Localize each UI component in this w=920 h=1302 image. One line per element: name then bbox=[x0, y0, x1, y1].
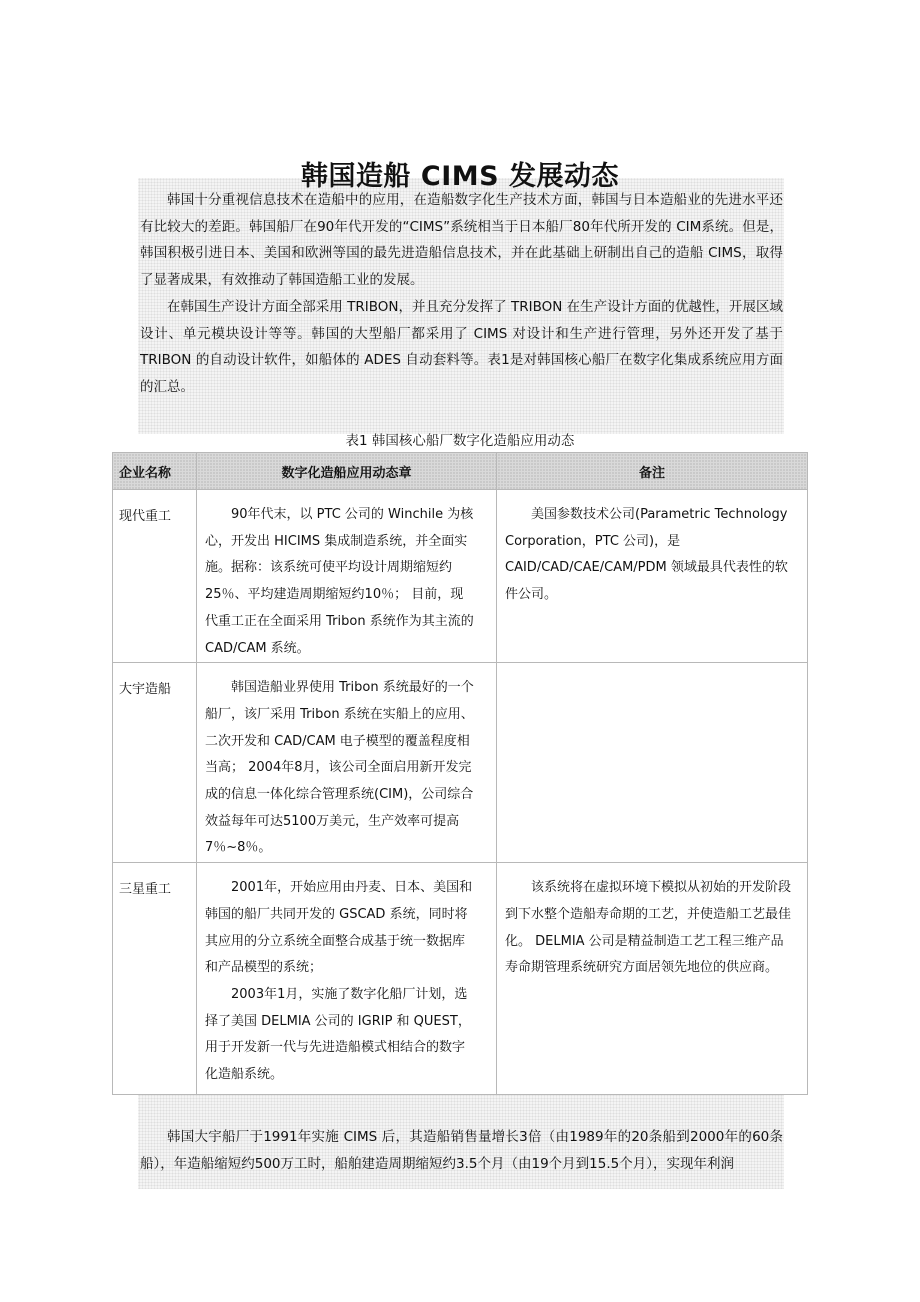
note-cell bbox=[497, 863, 808, 1095]
dynamics-text: 韩国造船业界使用 Tribon 系统最好的一个船厂，该厂采用 Tribon 系统在实船上的应用、二次开发和 CAD/CAM 电子模型的覆盖程度相当高； 2004年8月，该公司全面启用新开发完成的信息一体化综合管理系统(CIM)，公司综合效益每年可达5100万美元，生产效率可提高7％~8％。 bbox=[205, 680, 474, 856]
table-row bbox=[113, 863, 808, 1095]
note-text: 美国参数技术公司(Parametric Technology Corporation，PTC 公司)，是 CAID/CAD/CAE/CAM/PDM 领域最具代表性的软件公司。 bbox=[505, 507, 788, 603]
column-header-dynamics: 数字化造船应用动态章 bbox=[197, 453, 497, 490]
page-title: 韩国造船 CIMS 发展动态 bbox=[301, 161, 619, 193]
closing-paragraph: 韩国大宇船厂于1991年实施 CIMS 后，其造船销售量增长3倍（由1989年的20条船到2000年的60条船），年造船缩短约500万工时，船舶建造周期缩短约3.5个月（由19个月到15.5个月），实现年利润 bbox=[140, 1129, 783, 1172]
dynamics-text: 2001年，开始应用由丹麦、日本、美国和韩国的船厂共同开发的 GSCAD 系统，同时将其应用的分立系统全面整合成基于统一数据库和产品模型的系统； bbox=[205, 880, 473, 976]
note-text: 该系统将在虚拟环境下模拟从初始的开发阶段到下水整个造船寿命期的工艺，并使造船工艺最佳化。 DELMIA 公司是精益制造工艺工程三维产品寿命期管理系统研究方面居领先地位的供应商。 bbox=[505, 880, 792, 976]
intro-paragraph: 在韩国生产设计方面全部采用 TRIBON，并且充分发挥了 TRIBON 在生产设计方面的优越性，开展区域设计、单元模块设计等等。韩国的大型船厂都采用了 CIMS 对设计和生产进行管理，另外还开发了基于 TRIBON 的自动设计软件，如船体的 ADES 自动套料等。表1是对韩国核心船厂在数字化集成系统应用方面的汇总。 bbox=[140, 299, 783, 395]
company-cell: 现代重工 bbox=[113, 490, 197, 663]
dynamics-cell bbox=[197, 663, 497, 863]
column-header-company: 企业名称 bbox=[113, 453, 197, 490]
column-header-notes: 备注 bbox=[497, 453, 808, 490]
note-cell bbox=[497, 663, 808, 863]
table-row bbox=[113, 490, 808, 663]
company-cell: 三星重工 bbox=[113, 863, 197, 1095]
dynamics-text: 2003年1月，实施了数字化船厂计划，选择了美国 DELMIA 公司的 IGRIP 和 QUEST，用于开发新一代与先进造船模式相结合的数字化造船系统。 bbox=[205, 986, 471, 1083]
table-header-row bbox=[113, 453, 808, 490]
note-cell bbox=[497, 490, 808, 663]
dynamics-cell bbox=[197, 490, 497, 663]
shipyard-table bbox=[112, 452, 808, 1095]
company-cell: 大宇造船 bbox=[113, 663, 197, 863]
dynamics-text: 90年代末，以 PTC 公司的 Winchile 为核心，开发出 HICIMS 集成制造系统，并全面实施。据称：该系统可使平均设计周期缩短约25％、平均建造周期缩短约10％； 目前，现代重工正在全面采用 Tribon 系统作为其主流的 CAD/CAM 系统。 bbox=[205, 507, 474, 656]
dynamics-cell bbox=[197, 863, 497, 1095]
table-row bbox=[113, 663, 808, 863]
intro-paragraph: 韩国十分重视信息技术在造船中的应用，在造船数字化生产技术方面，韩国与日本造船业的先进水平还有比较大的差距。韩国船厂在90年代开发的“CIMS”系统相当于日本船厂80年代所开发的 CIM系统。但是，韩国积极引进日本、美国和欧洲等国的最先进造船信息技术，并在此基础上研制出自己的造船 CIMS，取得了显著成果，有效推动了韩国造船工业的发展。 bbox=[140, 192, 783, 288]
table-caption: 表1 韩国核心船厂数字化造船应用动态 bbox=[345, 433, 575, 449]
